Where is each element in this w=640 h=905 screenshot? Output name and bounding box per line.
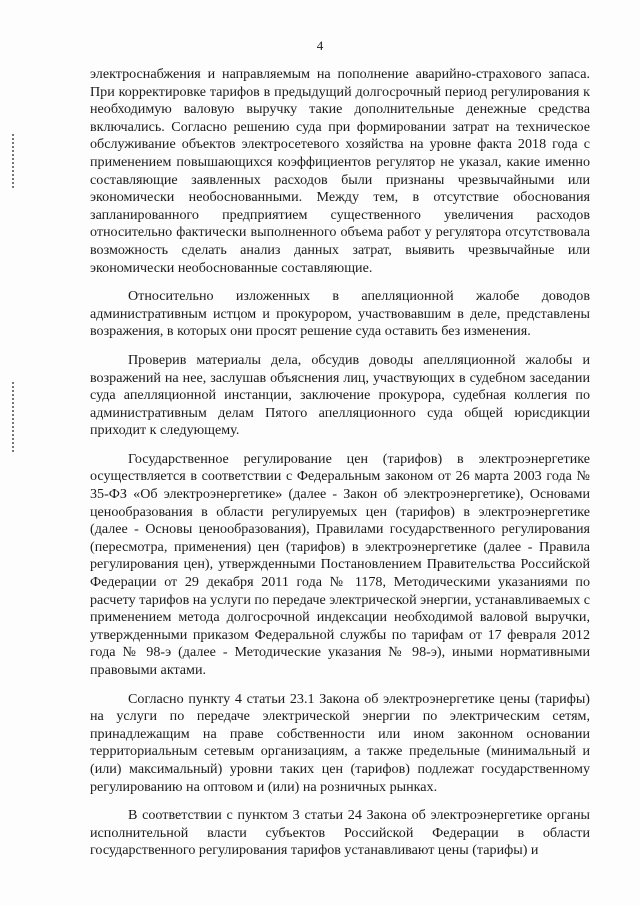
paragraph-court-review: Проверив материалы дела, обсудив доводы апелляционной жалобы и возражений на нее, заслушав объяснения лиц, участвующих в судебном заседании суда апелляционной инстанции, заключение прокурора, судебная коллегия по административным делам Пятого апелляционного суда общей юрисдикции приходит к следующему. — [90, 351, 590, 439]
paragraph-regulation-basis: Государственное регулирование цен (тарифов) в электроэнергетике осуществляется в соответствии с Федеральным законом от 26 марта 2003 года № 35-ФЗ «Об электроэнергетике» (далее - Закон об электроэнергетике), Основами ценообразования в области регулируемых цен (тарифов) в электроэнергетике (далее - Основы ценообразования), Правилами государственного регулирования (пересмотра, применения) цен (тарифов) в электроэнергетике (далее - Правила регулирования цен), утвержденными Постановлением Правительства Российской Федерации от 29 декабря 2011 года № 1178, Методическими указаниями по расчету тарифов на услуги по передаче электрической энергии, устанавливаемых с применением метода долгосрочной индексации необходимой валовой выручки, утвержденными приказом Федеральной службы по тарифам от 17 февраля 2012 года № 98-э (далее - Методические указания № 98-э), иными нормативными правовыми актами. — [90, 450, 590, 678]
scan-artifact — [12, 382, 14, 454]
paragraph-article-23-1: Согласно пункту 4 статьи 23.1 Закона об электроэнергетике цены (тарифы) на услуги по передаче электрической энергии по электрическим сетям, принадлежащим на праве собственности или ином законном основании территориальным сетевым организациям, а также предельные (минимальный и (или) максимальный) уровни таких цен (тарифов) подлежат государственному регулированию на оптовом и (или) на розничных рынках. — [90, 690, 590, 795]
scan-artifact — [12, 134, 14, 188]
paragraph-continued: электроснабжения и направляемым на пополнение аварийно-страхового запаса. При корректировке тарифов в предыдущий долгосрочный период регулирования к необходимую валовую выручку такие дополнительные денежные средства включались. Согласно решению суда при формировании затрат на техническое обслуживание объектов электросетевого хозяйства на уровне факта 2018 года с применением повышающихся коэффициентов регулятор не указал, какие именно составляющие заявленных расходов были признаны чрезвычайными или экономически необоснованными. Между тем, в отсутствие обоснования запланированного предприятием существенного увеличения расходов относительно фактически выполненного объема работ у регулятора отсутствовала возможность сделать анализ данных затрат, выявить чрезвычайные или экономически необоснованные составляющие. — [90, 66, 590, 276]
page-number: 4 — [316, 38, 324, 53]
paragraph-objections: Относительно изложенных в апелляционной жалобе доводов административным истцом и прокурором, участвовавшим в деле, представлены возражения, в которых они просят решение суда оставить без изменения. — [90, 288, 590, 340]
document-body — [90, 66, 590, 860]
paragraph-article-24: В соответствии с пунктом 3 статьи 24 Закона об электроэнергетике органы исполнительной власти субъектов Российской Федерации в области государственного регулирования тарифов устанавливают цены (тарифы) и — [90, 807, 590, 859]
